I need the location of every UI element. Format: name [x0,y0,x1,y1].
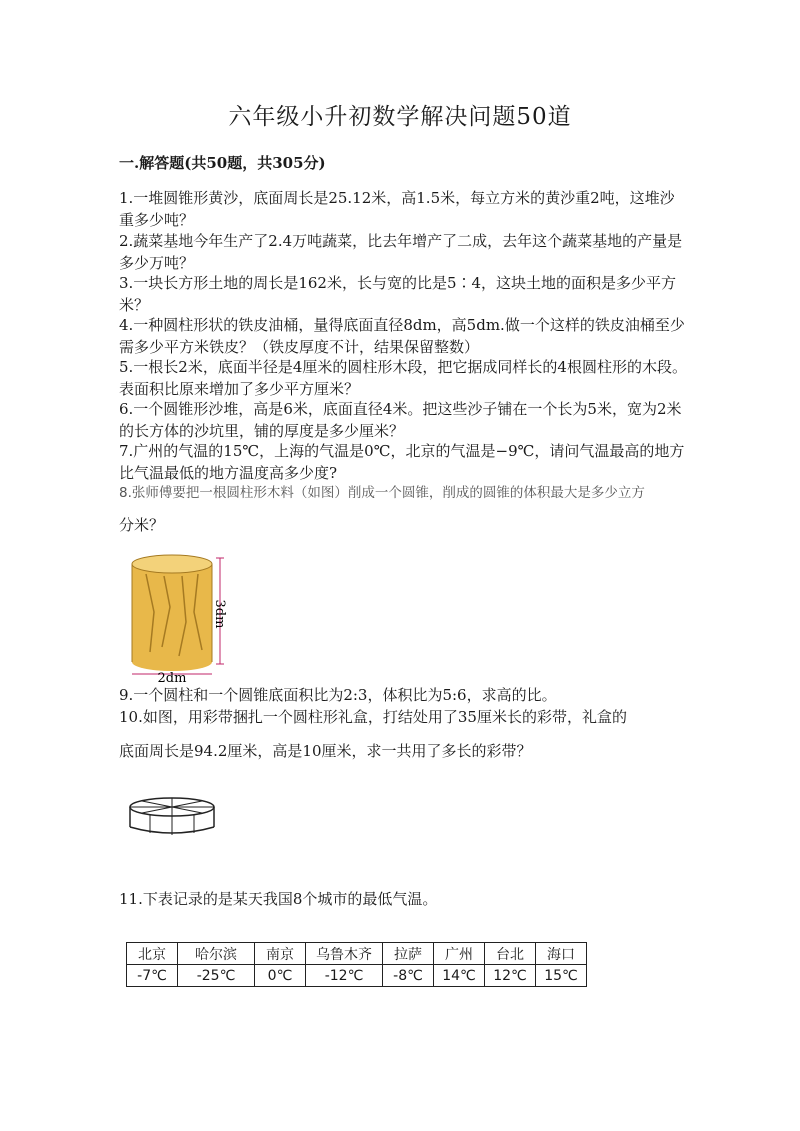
temp-cell: -8℃ [383,965,434,987]
city-cell: 乌鲁木齐 [306,943,383,965]
city-cell: 广州 [434,943,485,965]
table-row-cities [127,943,587,965]
question-7: 7.广州的气温的15℃，上海的气温是0℃，北京的气温是−9℃，请问气温最高的地方比气温最低的地方温度高多少度? [119,442,685,482]
temp-cell: 12℃ [485,965,536,987]
question-1: 1.一堆圆锥形黄沙，底面周长是25.12米，高1.5米，每立方米的黄沙重2吨，这堆沙重多少吨？ [119,189,675,229]
city-cell: 北京 [127,943,178,965]
question-3: 3.一块长方形土地的周长是162米，长与宽的比是5∶4，这块土地的面积是多少平方米？ [119,274,677,314]
log-bottom [132,653,212,671]
wood-log-figure [124,552,234,682]
question-8: 8.张师傅要把一根圆柱形木料（如图）削成一个圆锥，削成的圆锥的体积最大是多少立方 [119,485,645,501]
height-label: 3dm [212,599,227,629]
table-row-temps [127,965,587,987]
temp-cell: 14℃ [434,965,485,987]
log-body [132,564,212,662]
city-cell: 南京 [255,943,306,965]
section-heading: 一.解答题(共50题，共305分) [119,154,326,172]
question-10: 10.如图，用彩带捆扎一个圆柱形礼盒，打结处用了35厘米长的彩带，礼盒的 [119,708,627,726]
city-cell: 哈尔滨 [178,943,255,965]
gift-box-figure [128,795,218,837]
city-cell: 海口 [536,943,587,965]
question-2: 2.蔬菜基地今年生产了2.4万吨蔬菜，比去年增产了二成，去年这个蔬菜基地的产量是多少万吨？ [119,232,683,272]
question-5: 5.一根长2米，底面半径是4厘米的圆柱形木段，把它据成同样长的4根圆柱形的木段。表面积比原来增加了多少平方厘米？ [119,358,687,398]
page-title: 六年级小升初数学解决问题50道 [228,104,572,130]
temp-cell: 15℃ [536,965,587,987]
city-cell: 拉萨 [383,943,434,965]
question-6: 6.一个圆锥形沙堆，高是6米，底面直径4米。把这些沙子铺在一个长为5米，宽为2米的长方体的沙坑里，铺的厚度是多少厘米？ [119,400,682,440]
temp-cell: -7℃ [127,965,178,987]
question-8-continued: 分米？ [119,516,165,534]
question-11: 11.下表记录的是某天我国8个城市的最低气温。 [119,890,438,908]
temperature-table [126,942,587,987]
temp-cell: 0℃ [255,965,306,987]
question-4: 4.一种圆柱形状的铁皮油桶，量得底面直径8dm，高5dm.做一个这样的铁皮油桶至少需多少平方米铁皮？（铁皮厚度不计，结果保留整数） [119,316,685,356]
city-cell: 台北 [485,943,536,965]
temp-cell: -25℃ [178,965,255,987]
temp-cell: -12℃ [306,965,383,987]
question-9: 9.一个圆柱和一个圆锥底面积比为2:3，体积比为5:6，求高的比。 [119,686,557,704]
diameter-label: 2dm [157,671,187,682]
log-top [132,555,212,573]
question-10-continued: 底面周长是94.2厘米，高是10厘米，求一共用了多长的彩带？ [119,742,532,760]
